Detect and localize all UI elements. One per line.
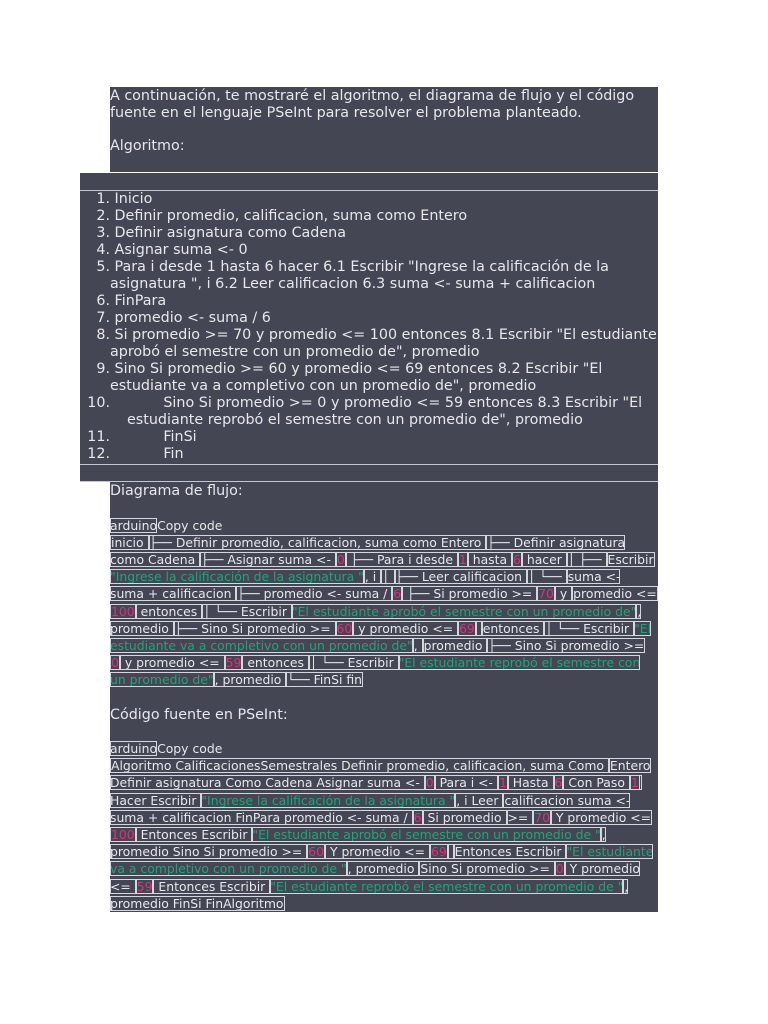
- code-segment: ├── Definir asignatura como Cadena: [110, 534, 626, 567]
- code-segment: Y promedio <=: [551, 809, 651, 825]
- code-segment: Algoritmo CalificacionesSemestrales Definir promedio, calificacion, suma Como: [111, 758, 608, 774]
- code-segment: Y promedio <=: [326, 844, 429, 860]
- code-segment: y: [555, 586, 572, 602]
- code-segment: promedio <=: [573, 586, 657, 602]
- code-segment: >=: [507, 809, 533, 825]
- code-segment: entonces: [243, 655, 308, 671]
- step-number: 2.: [96, 208, 110, 224]
- code-segment: promedio: [423, 637, 487, 653]
- code-segment: │ ├──: [567, 551, 606, 567]
- code-header: [110, 517, 658, 534]
- step-text: FinSi: [127, 429, 197, 445]
- code-number: 0: [555, 861, 564, 877]
- code-string: "El estudiante va a completivo con un promedio de ": [110, 844, 654, 877]
- code-segment: │ └──: [527, 569, 566, 585]
- step-number: 7.: [96, 310, 110, 326]
- step-item: [80, 259, 658, 293]
- code-segment: Hacer Escribir: [110, 775, 641, 807]
- code-language: arduino: [110, 741, 158, 757]
- code-segment: Entonces Escribir: [154, 878, 270, 894]
- step-number: 12.: [87, 446, 110, 462]
- step-text: Fin: [127, 446, 184, 462]
- code-segment: ,: [413, 637, 422, 653]
- step-item: [80, 395, 658, 429]
- intro-text: A continuación, te mostraré el algoritmo, el diagrama de flujo y el código fuente en el lenguaje PSeInt para resolver el problema planteado.: [110, 88, 635, 121]
- code-segment: ├── Si promedio >=: [403, 586, 537, 602]
- code-number: 100: [111, 827, 135, 843]
- pseint-source-code: [110, 757, 658, 912]
- flow-heading: Diagrama de flujo:: [110, 483, 243, 499]
- code-segment: , promedio: [214, 672, 286, 688]
- divider: [80, 464, 658, 465]
- step-text: Inicio: [110, 191, 153, 207]
- step-number: 3.: [96, 225, 110, 241]
- step-text: Si promedio >= 70 y promedio <= 100 entonces 8.1 Escribir "El estudiante aprobó el semestre con un promedio de", promedio: [110, 327, 657, 360]
- code-segment: Si promedio: [423, 809, 506, 825]
- intro-panel: [110, 87, 658, 172]
- step-text: Definir asignatura como Cadena: [110, 225, 347, 241]
- code-number: 6: [554, 775, 563, 791]
- copy-code-button[interactable]: Copy code: [157, 741, 223, 757]
- step-text: promedio <- suma / 6: [110, 310, 271, 326]
- code-segment: └── FinSi fin: [287, 672, 363, 688]
- step-item: [80, 242, 658, 259]
- code-number: 59: [136, 878, 153, 894]
- code-segment: y promedio <=: [354, 620, 458, 636]
- code-number: 60: [336, 620, 353, 636]
- code-segment: │ └── Escribir: [309, 655, 398, 671]
- code-number: 6: [513, 551, 521, 567]
- code-string: "El estudiante va a completivo con un promedio de": [110, 620, 652, 653]
- algorithm-steps: [80, 191, 658, 463]
- code-segment: inicio: [111, 534, 148, 550]
- step-text: FinPara: [110, 293, 167, 309]
- code-segment: , promedio Sino Si promedio >=: [110, 827, 606, 860]
- code-segment: suma <- suma + calificacion: [110, 569, 621, 602]
- step-number: 10.: [87, 395, 110, 411]
- code-segment: Entonces Escribir: [136, 827, 252, 843]
- code-panel: [110, 482, 658, 912]
- step-number: 6.: [96, 293, 110, 309]
- code-segment: entonces: [482, 620, 544, 636]
- code-segment: , promedio FinSi FinAlgoritmo: [110, 878, 629, 911]
- code-segment: entonces: [136, 603, 202, 619]
- step-text: Para i desde 1 hasta 6 hacer 6.1 Escribir "Ingrese la calificación de la asignatura ", i 6.2 Leer calificacion 6.3 suma <- suma + calificacion: [110, 259, 609, 292]
- code-segment: ├── Definir promedio, calificacion, suma como Entero: [149, 534, 486, 550]
- code-segment: Sino Si promedio >=: [420, 861, 554, 877]
- code-string: "Ingrese la calificación de la asignatura ": [110, 569, 364, 585]
- step-text: Definir promedio, calificacion, suma como Entero: [110, 208, 468, 224]
- code-language: arduino: [110, 517, 158, 533]
- code-number: 0: [425, 775, 434, 791]
- copy-code-button[interactable]: Copy code: [157, 517, 223, 533]
- code-number: 100: [111, 603, 135, 619]
- step-text: Asignar suma <- 0: [110, 242, 248, 258]
- code-segment: Y promedio <=: [110, 861, 640, 894]
- code-number: 60: [308, 844, 324, 860]
- algorithm-heading: Algoritmo:: [110, 138, 185, 155]
- code-segment: │ └── Escribir: [203, 603, 291, 619]
- step-item: [80, 446, 658, 463]
- step-item: [80, 225, 658, 242]
- code-string: "El estudiante aprobó el semestre con un promedio de ": [252, 827, 601, 843]
- code-number: 0: [111, 655, 119, 671]
- code-string: "El estudiante aprobó el semestre con un promedio de": [291, 603, 637, 619]
- code-number: 0: [336, 551, 345, 567]
- code-string: "El estudiante reprobó el semestre con un promedio de ": [270, 878, 624, 894]
- code-segment: calificacion suma <- suma + calificacion FinPara promedio <- suma /: [110, 792, 631, 825]
- step-item: [80, 208, 658, 225]
- code-segment: ├── Sino Si promedio >=: [174, 620, 335, 636]
- step-number: 8.: [96, 327, 110, 343]
- code-number: 1: [630, 775, 639, 791]
- separator-band: [80, 464, 658, 482]
- code-segment: y promedio <=: [120, 655, 224, 671]
- code-number: 6: [393, 586, 402, 602]
- step-number: 11.: [87, 429, 110, 445]
- step-item: [80, 310, 658, 327]
- separator-band: [80, 173, 658, 191]
- code-segment: ├── Asignar suma <-: [201, 551, 335, 567]
- code-number: 69: [430, 844, 447, 860]
- step-item: [80, 191, 658, 208]
- steps-panel: [80, 191, 658, 464]
- source-heading: Código fuente en PSeInt:: [110, 706, 288, 723]
- code-segment: Escribir: [607, 551, 654, 567]
- code-segment: , promedio: [347, 861, 419, 877]
- code-segment: Para i <-: [435, 775, 497, 791]
- code-segment: Entonces Escribir: [454, 844, 566, 860]
- code-segment: │ └── Escribir: [545, 620, 634, 636]
- flow-diagram-code: [110, 534, 658, 689]
- step-text: Sino Si promedio >= 0 y promedio <= 59 entonces 8.3 Escribir "El estudiante reprobó el semestre con un promedio de", promedio: [127, 395, 643, 428]
- step-number: 4.: [96, 242, 110, 258]
- code-segment: hasta: [468, 551, 512, 567]
- step-item: [80, 361, 658, 395]
- code-string: "Ingrese la calificación de la asignatura ": [201, 792, 456, 808]
- step-item: [80, 327, 658, 361]
- code-segment: Con Paso: [564, 775, 629, 791]
- code-segment: , i Leer: [456, 792, 503, 808]
- code-segment: ├── Sino Si promedio >=: [488, 637, 645, 653]
- code-number: 6: [413, 809, 422, 825]
- code-segment: [476, 621, 482, 636]
- step-number: 1.: [96, 191, 110, 207]
- code-segment: ├── Leer calificacion: [395, 569, 526, 585]
- code-segment: Hasta: [508, 775, 553, 791]
- code-segment: , i: [364, 569, 381, 585]
- code-number: 70: [538, 586, 554, 602]
- code-number: 69: [459, 620, 475, 636]
- code-segment: hacer: [522, 551, 566, 567]
- code-segment: │: [382, 569, 394, 585]
- code-number: 1: [498, 775, 507, 791]
- step-text: Sino Si promedio >= 60 y promedio <= 69 entonces 8.2 Escribir "El estudiante va a completivo con un promedio de", promedio: [110, 361, 603, 394]
- code-number: 59: [225, 655, 242, 671]
- code-number: 70: [534, 809, 550, 825]
- code-string: "El estudiante reprobó el semestre con un promedio de": [110, 655, 641, 688]
- code-segment: , promedio: [110, 603, 642, 636]
- code-header: [110, 740, 658, 757]
- step-item: [80, 429, 658, 446]
- code-segment: ├── promedio <- suma /: [237, 586, 392, 602]
- step-item: [80, 293, 658, 310]
- code-number: 1: [458, 551, 467, 567]
- code-segment: Entero Definir asignatura Como Cadena Asignar suma <-: [110, 758, 651, 791]
- step-number: 5.: [96, 259, 110, 275]
- code-segment: [448, 844, 454, 859]
- code-segment: ├── Para i desde: [346, 551, 457, 567]
- step-number: 9.: [96, 361, 110, 377]
